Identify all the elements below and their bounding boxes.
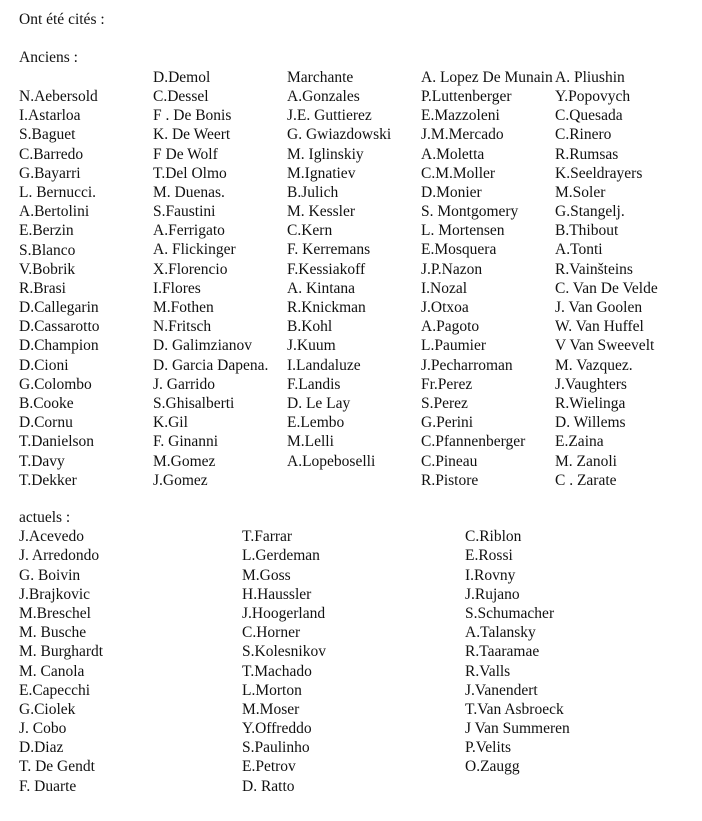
list-item: E.Petrov bbox=[242, 758, 296, 776]
list-item: D.Cornu bbox=[19, 414, 73, 432]
list-item: G.Bayarri bbox=[19, 164, 81, 182]
list-item: S.Kolesnikov bbox=[242, 643, 326, 661]
list-item: I.Astarloa bbox=[19, 107, 81, 125]
list-item: R.Vainšteins bbox=[555, 260, 633, 278]
anciens-column-4 bbox=[421, 68, 553, 490]
list-item: M. Vazquez. bbox=[555, 356, 633, 374]
list-item: T.Van Asbroeck bbox=[465, 700, 564, 718]
anciens-column-5 bbox=[555, 68, 658, 490]
list-item: B.Cooke bbox=[19, 395, 74, 412]
list-item: C.Riblon bbox=[465, 528, 522, 546]
list-item: L. Bernucci. bbox=[19, 183, 97, 201]
list-item: M. Zanoli bbox=[555, 452, 617, 470]
list-item: M.Ignatiev bbox=[287, 164, 356, 182]
list-item: L.Gerdeman bbox=[242, 547, 320, 565]
list-item: V.Bobrik bbox=[19, 260, 76, 278]
list-item: X.Florencio bbox=[153, 260, 228, 278]
list-item: J. Van Goolen bbox=[555, 299, 643, 317]
list-item: S.Perez bbox=[421, 394, 468, 412]
actuels-column-3 bbox=[465, 527, 570, 776]
list-item: I.Nozal bbox=[421, 279, 468, 297]
list-item: C.Dessel bbox=[153, 87, 209, 105]
anciens-column-2 bbox=[153, 68, 268, 490]
list-item: G. Boivin bbox=[19, 566, 81, 584]
actuels-column-2 bbox=[242, 527, 326, 796]
list-item: S. Montgomery bbox=[421, 203, 519, 221]
list-item: M. Canola bbox=[19, 662, 85, 680]
list-item: J. Arredondo bbox=[19, 547, 100, 565]
list-item: N.Fritsch bbox=[153, 318, 212, 336]
list-item: I.Rovny bbox=[465, 566, 516, 584]
list-item: A.Ferrigato bbox=[153, 222, 225, 240]
list-item: G.Stangelj. bbox=[555, 203, 625, 221]
list-item: M. Burghardt bbox=[19, 643, 104, 661]
list-item: J.Gomez bbox=[153, 471, 208, 489]
list-item: L.Paumier bbox=[421, 337, 486, 355]
list-item: H.Haussler bbox=[242, 585, 312, 603]
list-item: Fr.Perez bbox=[421, 375, 473, 393]
list-item: C.M.Moller bbox=[421, 164, 496, 182]
list-item: R.Wielinga bbox=[555, 394, 626, 412]
list-item: S.Baguet bbox=[19, 126, 76, 144]
list-item: A. Pliushin bbox=[555, 68, 625, 86]
list-item: J Van Summeren bbox=[465, 720, 570, 738]
list-item: I.Landaluze bbox=[287, 356, 361, 374]
list-item: D.Diaz bbox=[19, 739, 64, 757]
list-item: D. Galimzianov bbox=[153, 337, 253, 355]
list-item: F.Landis bbox=[287, 375, 341, 393]
list-item: J.Brajkovic bbox=[19, 585, 91, 603]
list-item: F . De Bonis bbox=[153, 107, 232, 125]
list-item: R.Pistore bbox=[421, 471, 479, 489]
list-item: A.Tonti bbox=[555, 241, 603, 259]
list-item: D.Champion bbox=[19, 337, 99, 355]
list-item: M.Fothen bbox=[153, 299, 214, 317]
list-item: M.Goss bbox=[242, 566, 291, 584]
list-item: O.Zaugg bbox=[465, 758, 520, 776]
list-item: B.Thibout bbox=[555, 222, 619, 240]
list-item: D.Monier bbox=[421, 183, 482, 201]
list-item: D. Willems bbox=[555, 414, 626, 432]
list-item: M. Duenas. bbox=[153, 183, 225, 201]
list-item: T.Farrar bbox=[242, 528, 293, 546]
anciens-column-1 bbox=[19, 87, 100, 490]
list-item: E.Rossi bbox=[465, 547, 513, 565]
list-item: D.Callegarin bbox=[19, 299, 99, 317]
list-item: A.Bertolini bbox=[19, 203, 90, 221]
actuels-heading: actuels : bbox=[19, 509, 71, 526]
list-item: C.Barredo bbox=[19, 145, 84, 163]
list-item: K. De Weert bbox=[153, 126, 231, 144]
list-item: D. Garcia Dapena. bbox=[153, 356, 269, 374]
list-item: M. Busche bbox=[19, 624, 87, 642]
list-item: M.Breschel bbox=[19, 604, 91, 622]
list-item: C . Zarate bbox=[555, 471, 617, 489]
list-item: E.Mosquera bbox=[421, 241, 497, 259]
list-item: J.M.Mercado bbox=[421, 126, 504, 144]
list-item: G.Perini bbox=[421, 414, 474, 432]
list-item: S.Paulinho bbox=[242, 739, 310, 757]
list-item: J.Hoogerland bbox=[242, 604, 326, 622]
list-item: W. Van Huffel bbox=[555, 318, 644, 336]
list-item: T.Dekker bbox=[19, 471, 77, 489]
list-item: Marchante bbox=[287, 68, 354, 86]
list-item: T.Danielson bbox=[19, 433, 95, 451]
list-item: M.Lelli bbox=[287, 433, 334, 451]
list-item: M. Kessler bbox=[287, 203, 356, 221]
list-item: V Van Sweevelt bbox=[555, 337, 655, 355]
list-item: I.Flores bbox=[153, 279, 201, 297]
list-item: D.Cioni bbox=[19, 356, 69, 374]
anciens-column-3 bbox=[287, 68, 391, 471]
list-item: T. De Gendt bbox=[19, 758, 95, 776]
list-item: M.Soler bbox=[555, 183, 606, 201]
list-item: S.Faustini bbox=[153, 203, 216, 221]
list-item: J. Cobo bbox=[19, 720, 67, 738]
list-item: Y.Popovych bbox=[555, 87, 631, 105]
list-item: G.Ciolek bbox=[19, 700, 76, 718]
list-item: E.Mazzoleni bbox=[421, 107, 500, 125]
list-item: T.Davy bbox=[19, 452, 65, 470]
list-item: J.Rujano bbox=[465, 585, 520, 603]
list-item: K.Gil bbox=[153, 414, 188, 432]
list-item: J.Pecharroman bbox=[421, 356, 513, 374]
list-item: C.Pineau bbox=[421, 452, 478, 470]
list-item: N.Aebersold bbox=[19, 88, 98, 105]
list-item: E.Capecchi bbox=[19, 681, 91, 699]
list-item: T.Del Olmo bbox=[153, 164, 227, 182]
list-item: R.Brasi bbox=[19, 279, 66, 297]
list-item: T.Machado bbox=[242, 662, 312, 680]
list-item: E.Zaina bbox=[555, 433, 604, 451]
list-item: J.Otxoa bbox=[421, 299, 469, 317]
list-item: B.Kohl bbox=[287, 318, 333, 336]
list-item: D.Demol bbox=[153, 68, 211, 86]
page-title: Ont été cités : bbox=[19, 11, 105, 28]
list-item: S.Ghisalberti bbox=[153, 394, 235, 412]
list-item: K.Seeldrayers bbox=[555, 164, 643, 182]
list-item: J. Garrido bbox=[153, 375, 215, 393]
actuels-column-1 bbox=[19, 527, 103, 796]
list-item: A. Flickinger bbox=[153, 241, 236, 259]
list-item: J.Vanendert bbox=[465, 681, 538, 699]
list-item: A. Kintana bbox=[287, 279, 356, 297]
list-item: F De Wolf bbox=[153, 145, 218, 163]
list-item: F. Duarte bbox=[19, 777, 77, 795]
list-item: G.Colombo bbox=[19, 375, 92, 393]
list-item: C.Rinero bbox=[555, 126, 612, 144]
list-item: R.Valls bbox=[465, 662, 511, 680]
list-item: E.Berzin bbox=[19, 222, 74, 240]
list-item: F. Kerremans bbox=[287, 241, 371, 259]
list-item: A. Lopez De Munain bbox=[421, 68, 553, 86]
list-item: A.Lopeboselli bbox=[287, 452, 376, 470]
list-item: C.Quesada bbox=[555, 107, 623, 125]
list-item: D.Cassarotto bbox=[19, 318, 100, 336]
list-item: J.Vaughters bbox=[555, 375, 627, 393]
list-item: D. Ratto bbox=[242, 777, 295, 795]
list-item: L.Morton bbox=[242, 681, 302, 699]
list-item: J.E. Guttierez bbox=[287, 107, 372, 125]
list-item: F. Ginanni bbox=[153, 433, 219, 451]
list-item: C.Pfannenberger bbox=[421, 433, 526, 451]
list-item: D. Le Lay bbox=[287, 394, 351, 412]
list-item: J.P.Nazon bbox=[421, 260, 483, 278]
list-item: P.Luttenberger bbox=[421, 87, 512, 105]
list-item: M.Gomez bbox=[153, 452, 216, 470]
list-item: C.Horner bbox=[242, 624, 301, 642]
list-item: A.Talansky bbox=[465, 624, 536, 642]
list-item: C. Van De Velde bbox=[555, 279, 658, 297]
list-item: C.Kern bbox=[287, 222, 333, 240]
list-item: J.Acevedo bbox=[19, 528, 84, 546]
list-item: S.Schumacher bbox=[465, 604, 555, 622]
list-item: M. Iglinskiy bbox=[287, 145, 364, 163]
list-item: M.Moser bbox=[242, 700, 300, 718]
list-item: R.Rumsas bbox=[555, 145, 619, 163]
list-item: S.Blanco bbox=[19, 241, 76, 259]
anciens-heading: Anciens : bbox=[19, 49, 78, 66]
list-item: B.Julich bbox=[287, 183, 339, 201]
list-item: A.Gonzales bbox=[287, 87, 360, 105]
list-item: F.Kessiakoff bbox=[287, 260, 366, 278]
list-item: P.Velits bbox=[465, 739, 512, 757]
list-item: Y.Offreddo bbox=[242, 720, 312, 738]
list-item: G. Gwiazdowski bbox=[287, 126, 392, 144]
list-item: R.Knickman bbox=[287, 299, 366, 317]
list-item: A.Pagoto bbox=[421, 318, 480, 336]
list-item: E.Lembo bbox=[287, 414, 345, 432]
list-item: L. Mortensen bbox=[421, 222, 505, 240]
list-item: A.Moletta bbox=[421, 145, 485, 163]
list-item: J.Kuum bbox=[287, 337, 336, 355]
list-item: R.Taaramae bbox=[465, 643, 540, 661]
